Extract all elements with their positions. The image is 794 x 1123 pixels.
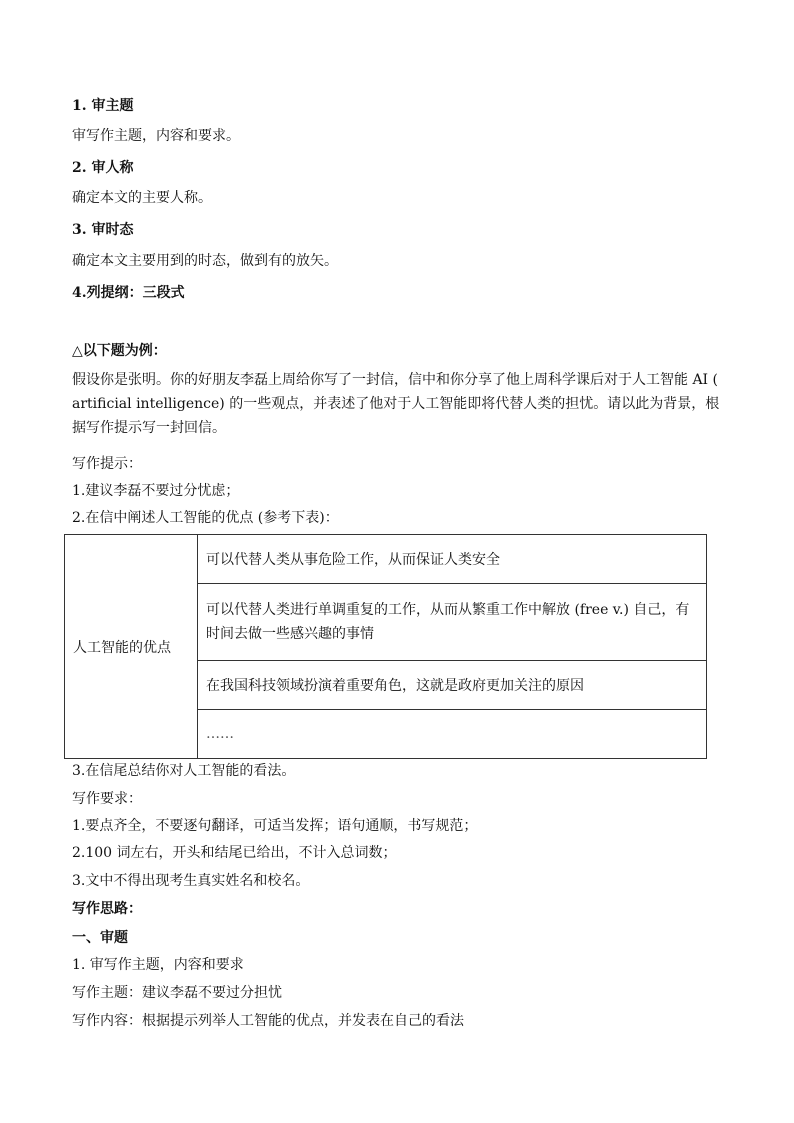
requirement-3: 3.文中不得出现考生真实姓名和校名。: [72, 873, 310, 889]
tip-1: 1.建议李磊不要过分忧虑；: [72, 483, 240, 499]
thinking-theme: 写作主题：建议李磊不要过分担忧: [72, 985, 282, 1001]
text-review-theme: 审写作主题，内容和要求。: [72, 128, 240, 144]
table-row: 可以代替人类从事危险工作，从而保证人类安全: [198, 535, 707, 584]
heading-review-theme: 1. 审主题: [72, 98, 134, 114]
example-prompt: 假设你是张明。你的好朋友李磊上周给你写了一封信，信中和你分享了他上周科学课后对于人工智能 AI ( artificial intelligence) 的一些观点，并表述了他对于人工智能即将代替人类的担忧。请以此为背景，根据写作提示写一封回信。: [72, 372, 720, 436]
requirement-2: 2.100 词左右，开头和结尾已给出，不计入总词数；: [72, 845, 397, 861]
heading-writing-thinking: 写作思路：: [72, 901, 142, 917]
tip-2: 2.在信中阐述人工智能的优点 (参考下表)：: [72, 510, 339, 526]
advantages-table: [64, 534, 707, 759]
requirements-title: 写作要求：: [72, 791, 142, 807]
table-row: ……: [198, 710, 707, 759]
thinking-item-1: 1. 审写作主题，内容和要求: [72, 957, 244, 973]
thinking-content: 写作内容：根据提示列举人工智能的优点，并发表在自己的看法: [72, 1013, 464, 1029]
table-row: 在我国科技领域扮演着重要角色，这就是政府更加关注的原因: [198, 661, 707, 710]
heading-example: △以下题为例：: [72, 343, 167, 359]
text-review-person: 确定本文的主要人称。: [72, 190, 212, 206]
requirement-1: 1.要点齐全，不要逐句翻译，可适当发挥；语句通顺，书写规范；: [72, 818, 478, 834]
heading-outline: 4.列提纲：三段式: [72, 285, 185, 301]
text-review-tense: 确定本文主要用到的时态，做到有的放矢。: [72, 253, 338, 269]
heading-review-topic: 一、审题: [72, 930, 128, 946]
table-label-cell: 人工智能的优点: [65, 535, 198, 759]
table-row: 可以代替人类进行单调重复的工作，从而从繁重工作中解放 (free v.) 自己，有时间去做一些感兴趣的事情: [198, 584, 707, 661]
heading-review-tense: 3. 审时态: [72, 222, 134, 238]
heading-review-person: 2. 审人称: [72, 160, 134, 176]
tip-3: 3.在信尾总结你对人工智能的看法。: [72, 763, 296, 779]
tips-title: 写作提示：: [72, 456, 142, 472]
